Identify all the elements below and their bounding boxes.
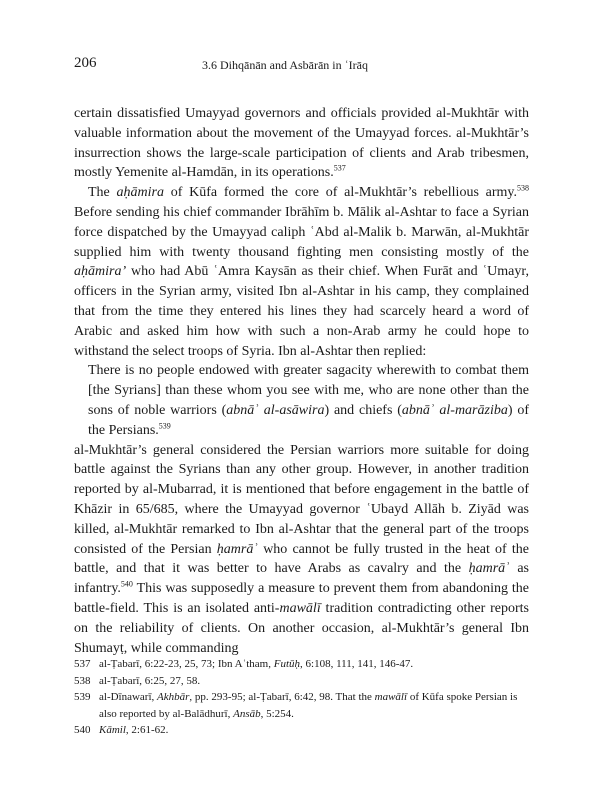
paragraph-1-text: certain dissatisfied Umayyad governors and officials provided al-Mukhtār with valuable information about the movement of the Umayyad forces. al-Mukhtār’s insurrection shows the large-scale participation of clients and Arab tribesmen, mostly Yemenite al-Hamdān, in its operations. [74, 106, 529, 181]
footnote-540 [74, 722, 529, 739]
paragraph-2-text-a: The [88, 185, 117, 201]
block-quote [74, 361, 529, 440]
footnote-ref-538: 538 [517, 183, 529, 193]
footnote-text: , pp. 293-95; al-Ṭabarī, 6:42, 98. That the [189, 691, 375, 703]
paragraph-3-text-d: This was supposedly a measure to prevent them from abandoning the battle-field. This is an isolated anti- [74, 581, 529, 616]
footnote-ref-537: 537 [333, 163, 346, 173]
footnote-number: 538 [74, 674, 91, 687]
footnote-title: Akhbār [157, 691, 190, 703]
footnote-title: Kāmil [99, 724, 126, 736]
quote-text-c: ) of the Persians. [88, 402, 529, 438]
footnote-text: al-Dīnawarī, [99, 691, 158, 703]
footnote-text: of Kūfa spoke Persian is also reported by al-Balādhurī, [99, 691, 518, 720]
footnote-538 [74, 673, 529, 690]
footnote-text: , 2:61-62. [125, 724, 169, 736]
footnote-number: 537 [74, 658, 91, 670]
term-hamra-2: ḥamrāʾ [468, 561, 510, 577]
footnote-537 [74, 656, 529, 673]
footnote-number: 539 [74, 691, 91, 703]
paragraph-3-text-b: who cannot be fully trusted in the heat of the battle, and that it was better to have Arabs as cavalry and the [74, 541, 529, 577]
footnote-text: al-Ṭabarī, 6:25, 27, 58. [99, 674, 201, 687]
paragraph-2-text-b: of Kūfa formed the core of al-Mukhtār’s rebellious army. [163, 185, 517, 201]
term-abna-al-maraziba: abnāʾ al-marāziba [401, 402, 508, 418]
term-abna-al-asawira: abnāʾ al-asāwira [226, 402, 325, 418]
paragraph-3 [74, 441, 529, 659]
footnote-ref-540: 540 [120, 579, 133, 589]
footnote-ref-539: 539 [158, 421, 171, 431]
paragraph-2-text-c: Before sending his chief commander Ibrāhīm b. Mālik al-Ashtar to face a Syrian force dispatched by the Umayyad caliph ʿAbd al-Malik b. Marwān, al-Mukhtār supplied him with twenty thousand fighting men consisting mostly of the [74, 204, 529, 260]
term-hamra: ḥamrāʾ [216, 541, 259, 557]
quote-text-b: ) and chiefs ( [324, 402, 402, 418]
footnote-text: al-Ṭabarī, 6:22-23, 25, 73; Ibn Aʿtham, [99, 658, 274, 670]
footnote-text: , 5:254. [260, 707, 294, 720]
footnote-text: , 6:108, 111, 141, 146-47. [300, 658, 414, 670]
paragraph-2 [74, 183, 529, 361]
page-number: 206 [74, 55, 97, 71]
footnote-term: mawālī [374, 691, 408, 703]
running-head: 3.6 Dihqānān and Asbārān in ʿIrāq [202, 58, 368, 72]
paragraph-1 [74, 104, 529, 183]
paragraph-3-text-e: tradition contradicting other reports on the reliability of clients. On another occasion, al-Mukhtār’s general Ibn Shumayṭ, while commanding [74, 600, 529, 656]
footnotes [74, 656, 529, 739]
footnote-539 [74, 689, 529, 722]
term-ahamira: aḥāmira [116, 185, 164, 201]
main-text [74, 104, 529, 658]
term-mawali: mawālī [279, 600, 321, 616]
footnote-title: Ansāb [233, 707, 261, 720]
quote-text-a: There is no people endowed with greater sagacity wherewith to combat them [the Syrians] than these whom you see with me, who are none other than the sons of noble warriors ( [88, 363, 529, 418]
footnote-title: Futūḥ [273, 658, 301, 670]
paragraph-2-text-d: who had Abū ʿAmra Kaysān as their chief. When Furāt and ʿUmayr, officers in the Syrian army, visited Ibn al-Ashtar in his camp, they complained that from the time they entered his lines they had scarcely heard a word of Arabic and asked him how with such a non-Arab army he could hope to withstand the select troops of Syria. Ibn al-Ashtar then replied: [74, 264, 529, 359]
paragraph-3-text-c: as infantry. [74, 561, 529, 597]
term-ahamira-2: aḥāmira’ [74, 264, 127, 280]
footnote-number: 540 [74, 724, 91, 736]
paragraph-3-text-a: al-Mukhtār’s general considered the Persian warriors more suitable for doing battle against the Syrians than any other group. However, in another tradition reported by al-Mubarrad, it is mentioned that before engagement in the battle of Khāzir in 65/685, where the Umayyad governor ʿUbayd Allāh b. Ziyād was killed, al-Mukhtār remarked to Ibn al-Ashtar that the general part of the troops consisted of the Persian [74, 442, 529, 557]
page-header [74, 55, 529, 77]
